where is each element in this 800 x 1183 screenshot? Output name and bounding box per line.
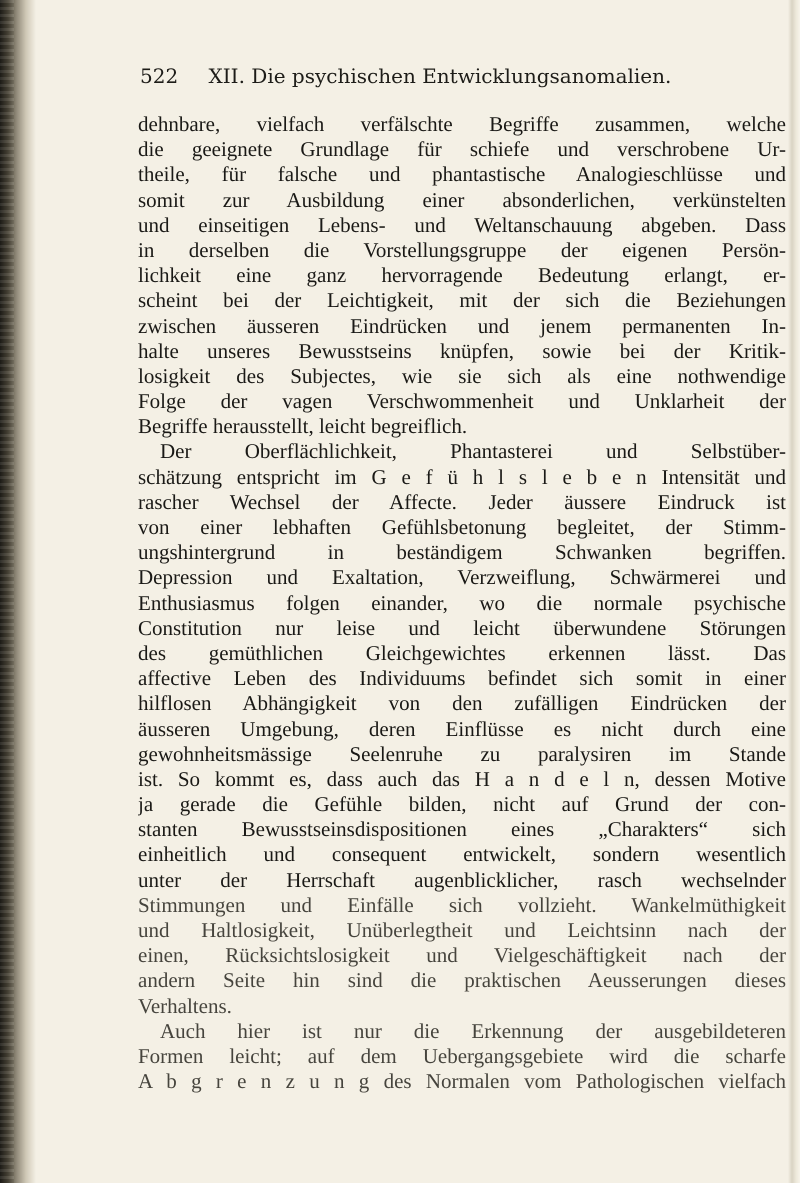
paragraph-start-line: Der Oberflächlichkeit, Phantasterei und Selbstüber- bbox=[160, 439, 786, 464]
text-line: somit zur Ausbildung einer absonderlichen, verkünstelten bbox=[138, 187, 786, 212]
text-line: Formen leicht; auf dem Uebergangsgebiete wird die scharfe bbox=[138, 1043, 786, 1068]
binding-edge bbox=[0, 0, 14, 1183]
text-line: A b g r e n z u n g des Normalen vom Pathologischen vielfach bbox=[138, 1069, 786, 1094]
text-line: Folge der vagen Verschwommenheit und Unklarheit der bbox=[138, 389, 786, 414]
text-line: losigkeit des Subjectes, wie sie sich als eine nothwendige bbox=[138, 363, 786, 388]
text-line: einen, Rücksichtslosigkeit und Vielgeschäftigkeit nach der bbox=[138, 943, 786, 968]
text-line: ja gerade die Gefühle bilden, nicht auf Grund der con- bbox=[138, 792, 786, 817]
text-line: des gemüthlichen Gleichgewichtes erkennen lässt. Das bbox=[138, 640, 786, 665]
text-line: Depression und Exaltation, Verzweiflung, Schwärmerei und bbox=[138, 565, 786, 590]
text-line: von einer lebhaften Gefühlsbetonung begleitet, der Stimm- bbox=[138, 515, 786, 539]
text-line: unter der Herrschaft augenblicklicher, rasch wechselnder bbox=[138, 867, 786, 892]
running-header bbox=[140, 64, 740, 92]
text-line: rascher Wechsel der Affecte. Jeder äussere Eindruck ist bbox=[138, 489, 786, 514]
text-line: scheint bei der Leichtigkeit, mit der sich die Beziehungen bbox=[138, 288, 786, 313]
text-line: stanten Bewusstseinsdispositionen eines „Charakters“ sich bbox=[138, 817, 786, 842]
paragraph-end-line: Verhaltens. bbox=[138, 993, 232, 1018]
paragraph-end-line: Begriffe herausstellt, leicht begreiflich. bbox=[138, 414, 468, 439]
text-line: Stimmungen und Einfälle sich vollzieht. Wankelmüthigkeit bbox=[138, 892, 786, 917]
body-text bbox=[138, 112, 786, 1094]
text-line: zwischen äusseren Eindrücken und jenem permanenten In- bbox=[138, 313, 786, 338]
text-line: die geeignete Grundlage für schiefe und verschrobene Ur- bbox=[138, 137, 786, 162]
text-line: äusseren Umgebung, deren Einflüsse es nicht durch eine bbox=[138, 716, 786, 741]
page-number: 522 bbox=[140, 64, 179, 88]
text-line: andern Seite hin sind die praktischen Aeusserungen dieses bbox=[138, 968, 786, 993]
text-line: und Haltlosigkeit, Unüberlegtheit und Leichtsinn nach der bbox=[138, 918, 786, 942]
text-line: schätzung entspricht im G e f ü h l s l e b e n Intensität und bbox=[138, 464, 786, 489]
paragraph-start-line: Auch hier ist nur die Erkennung der ausgebildeteren bbox=[160, 1018, 786, 1043]
chapter-title: XII. Die psychischen Entwicklungsanomalien. bbox=[208, 64, 672, 88]
text-line: ungshintergrund in beständigem Schwanken begriffen. bbox=[138, 540, 786, 565]
text-line: und einseitigen Lebens- und Weltanschauung abgeben. Dass bbox=[138, 212, 786, 237]
text-line: gewohnheitsmässige Seelenruhe zu paralysiren im Stande bbox=[138, 741, 786, 766]
text-line: dehnbare, vielfach verfälschte Begriffe zusammen, welche bbox=[138, 112, 786, 136]
text-line: Constitution nur leise und leicht überwundene Störungen bbox=[138, 615, 786, 640]
text-line: einheitlich und consequent entwickelt, sondern wesentlich bbox=[138, 842, 786, 867]
text-line: hilflosen Abhängigkeit von den zufälligen Eindrücken der bbox=[138, 691, 786, 716]
text-line: Enthusiasmus folgen einander, wo die normale psychische bbox=[138, 590, 786, 615]
text-line: lichkeit eine ganz hervorragende Bedeutung erlangt, er- bbox=[138, 263, 786, 288]
text-line: halte unseres Bewusstseins knüpfen, sowie bei der Kritik- bbox=[138, 338, 786, 363]
page-edge bbox=[788, 0, 800, 1183]
text-line: affective Leben des Individuums befindet sich somit in einer bbox=[138, 666, 786, 691]
text-line: ist. So kommt es, dass auch das H a n d e l n, dessen Motive bbox=[138, 766, 786, 791]
text-line: theile, für falsche und phantastische Analogieschlüsse und bbox=[138, 162, 786, 187]
text-line: in derselben die Vorstellungsgruppe der eigenen Persön- bbox=[138, 237, 786, 262]
